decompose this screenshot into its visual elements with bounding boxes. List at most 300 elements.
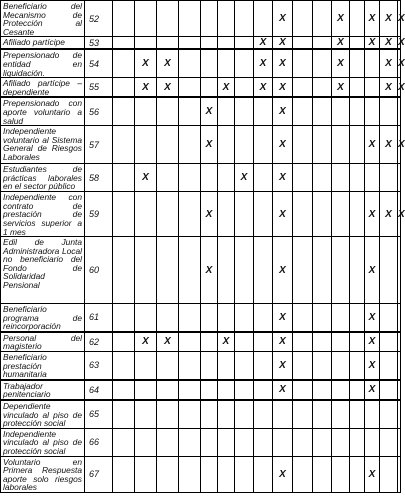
mark-cell	[179, 49, 201, 77]
mark-cell: X	[365, 332, 380, 352]
mark-cell: X	[273, 97, 293, 125]
mark-cell: X	[273, 78, 293, 98]
mark-cell	[201, 304, 218, 332]
mark-cell	[293, 164, 313, 192]
mark-cell	[135, 456, 157, 492]
row-description: Independiente con contrato de prestación de servicios superior a 1 mes	[1, 192, 85, 237]
mark-cell	[113, 49, 135, 77]
mark-cell	[179, 37, 201, 50]
mark-cell	[235, 192, 254, 237]
mark-cell	[218, 304, 235, 332]
mark-cell	[293, 97, 313, 125]
mark-cell	[313, 456, 332, 492]
row-code: 58	[85, 164, 113, 192]
mark-cell: X	[398, 192, 401, 237]
mark-cell	[398, 380, 401, 400]
mark-cell	[332, 97, 350, 125]
mark-cell: X	[273, 352, 293, 380]
mark-cell	[293, 456, 313, 492]
mark-cell	[254, 237, 273, 304]
mark-cell: X	[135, 78, 157, 98]
mark-cell: X	[365, 37, 380, 50]
mark-cell: X	[157, 49, 179, 77]
mark-cell	[365, 78, 380, 98]
row-code: 64	[85, 380, 113, 400]
mark-cell	[293, 126, 313, 164]
mark-cell: X	[332, 37, 350, 50]
mark-cell	[179, 1, 201, 37]
mark-cell	[218, 49, 235, 77]
table-row	[1, 37, 401, 50]
row-code: 52	[85, 1, 113, 37]
mark-cell	[157, 380, 179, 400]
mark-cell	[350, 97, 365, 125]
mark-cell	[235, 237, 254, 304]
table-row	[1, 164, 401, 192]
mark-cell: X	[380, 78, 398, 98]
row-code: 55	[85, 78, 113, 98]
mark-cell	[254, 380, 273, 400]
row-code: 62	[85, 332, 113, 352]
mark-cell	[201, 380, 218, 400]
mark-cell	[313, 428, 332, 456]
mark-cell	[157, 37, 179, 50]
mark-cell	[113, 37, 135, 50]
mark-cell	[179, 352, 201, 380]
mark-cell	[254, 1, 273, 37]
mark-cell	[254, 126, 273, 164]
mark-cell: X	[365, 192, 380, 237]
mark-cell	[332, 192, 350, 237]
mark-cell	[135, 380, 157, 400]
row-description: Afiliado partícipe	[1, 37, 85, 50]
row-description: Trabajador penitenciario	[1, 380, 85, 400]
mark-cell	[113, 97, 135, 125]
mark-cell	[313, 332, 332, 352]
mark-cell	[218, 400, 235, 428]
mark-cell	[254, 192, 273, 237]
mark-cell	[365, 97, 380, 125]
mark-cell	[113, 126, 135, 164]
table-row	[1, 237, 401, 304]
mark-cell: X	[273, 456, 293, 492]
mark-cell	[179, 237, 201, 304]
mark-cell	[218, 237, 235, 304]
mark-cell	[201, 49, 218, 77]
mark-cell: X	[332, 78, 350, 98]
mark-cell	[398, 164, 401, 192]
row-description: Voluntario en Primera Respuesta aporte solo riesgos laborales	[1, 456, 85, 492]
mark-cell: X	[398, 78, 401, 98]
mark-cell	[113, 456, 135, 492]
mark-cell	[398, 237, 401, 304]
mark-cell: X	[273, 192, 293, 237]
mark-cell	[218, 164, 235, 192]
mark-cell	[201, 352, 218, 380]
mark-cell	[135, 428, 157, 456]
mark-cell: X	[380, 192, 398, 237]
mark-cell: X	[254, 49, 273, 77]
mark-cell: X	[332, 49, 350, 77]
mark-cell	[293, 428, 313, 456]
mark-cell	[201, 332, 218, 352]
mark-cell	[235, 400, 254, 428]
mark-cell	[254, 456, 273, 492]
mark-cell	[218, 126, 235, 164]
mark-cell: X	[218, 332, 235, 352]
mark-cell	[157, 352, 179, 380]
table-row	[1, 304, 401, 332]
mark-cell	[179, 400, 201, 428]
mark-cell: X	[201, 237, 218, 304]
mark-cell: X	[380, 1, 398, 37]
table-row	[1, 400, 401, 428]
mark-cell: X	[273, 237, 293, 304]
mark-cell	[350, 428, 365, 456]
row-code: 56	[85, 97, 113, 125]
mark-cell	[235, 126, 254, 164]
mark-cell	[135, 237, 157, 304]
mark-cell	[293, 37, 313, 50]
mark-cell	[179, 164, 201, 192]
mark-cell	[113, 237, 135, 304]
mark-cell	[135, 352, 157, 380]
mark-cell	[313, 192, 332, 237]
mark-cell: X	[273, 380, 293, 400]
mark-cell	[254, 332, 273, 352]
mark-cell: X	[273, 37, 293, 50]
mark-cell: X	[218, 78, 235, 98]
mark-cell	[135, 304, 157, 332]
mark-cell	[313, 352, 332, 380]
mark-cell: X	[157, 332, 179, 352]
mark-cell	[350, 164, 365, 192]
mark-cell	[179, 380, 201, 400]
mark-cell	[350, 380, 365, 400]
mark-cell	[113, 428, 135, 456]
mark-cell	[332, 456, 350, 492]
mark-cell	[157, 428, 179, 456]
mark-cell	[293, 380, 313, 400]
mark-cell	[350, 78, 365, 98]
mark-cell	[113, 192, 135, 237]
mark-cell	[179, 304, 201, 332]
mark-cell	[235, 380, 254, 400]
mark-cell	[157, 400, 179, 428]
mark-cell	[135, 126, 157, 164]
mark-cell	[332, 400, 350, 428]
row-description: Beneficiario prestación humanitaria	[1, 352, 85, 380]
mark-cell	[365, 164, 380, 192]
mark-cell	[179, 428, 201, 456]
mark-cell	[201, 37, 218, 50]
table-row	[1, 49, 401, 77]
mark-cell	[398, 332, 401, 352]
mark-cell	[380, 352, 398, 380]
mark-cell	[332, 428, 350, 456]
table-row	[1, 192, 401, 237]
mark-cell	[380, 97, 398, 125]
table-row	[1, 1, 401, 37]
mark-cell	[313, 400, 332, 428]
mark-cell	[218, 97, 235, 125]
mark-cell	[201, 400, 218, 428]
mark-cell: X	[201, 192, 218, 237]
mark-cell	[350, 192, 365, 237]
mark-cell	[135, 1, 157, 37]
mark-cell	[332, 237, 350, 304]
row-description: Independiente voluntario al Sistema General de Riesgos Laborales	[1, 126, 85, 164]
mark-cell: X	[380, 37, 398, 50]
mark-cell: X	[380, 49, 398, 77]
mark-cell	[254, 164, 273, 192]
mark-cell	[157, 164, 179, 192]
mark-cell: X	[365, 1, 380, 37]
row-description: Independiente vinculado al piso de protección social	[1, 428, 85, 456]
mark-cell: X	[273, 126, 293, 164]
mark-cell	[332, 164, 350, 192]
mark-cell: X	[273, 1, 293, 37]
mark-cell	[254, 97, 273, 125]
mark-cell	[293, 237, 313, 304]
mark-cell: X	[398, 49, 401, 77]
mark-cell	[273, 428, 293, 456]
mark-cell	[201, 1, 218, 37]
mark-cell	[293, 332, 313, 352]
mark-cell	[157, 304, 179, 332]
mark-cell	[273, 400, 293, 428]
mark-cell: X	[398, 37, 405, 49]
mark-cell	[235, 1, 254, 37]
mark-cell	[157, 192, 179, 237]
mark-cell	[235, 332, 254, 352]
mark-cell: X	[380, 126, 398, 164]
mark-cell	[332, 380, 350, 400]
row-code: 65	[85, 400, 113, 428]
mark-cell	[157, 126, 179, 164]
mark-cell	[398, 97, 401, 125]
row-code: 66	[85, 428, 113, 456]
row-code: 67	[85, 456, 113, 492]
row-description: Beneficiario programa de reincorporación	[1, 304, 85, 332]
mark-cell	[179, 126, 201, 164]
mark-cell	[350, 456, 365, 492]
table-row	[1, 428, 401, 456]
table-row	[1, 380, 401, 400]
mark-cell: X	[365, 237, 380, 304]
row-code: 54	[85, 49, 113, 77]
mark-cell: X	[273, 304, 293, 332]
mark-cell	[398, 304, 401, 332]
mark-cell: X	[332, 1, 350, 37]
row-code: 60	[85, 237, 113, 304]
mark-cell	[135, 97, 157, 125]
mark-cell: X	[235, 164, 254, 192]
table-row	[1, 78, 401, 98]
mark-cell	[350, 1, 365, 37]
mark-cell	[380, 332, 398, 352]
row-description: Afiliado partícipe – dependiente	[1, 78, 85, 98]
mark-cell: X	[365, 304, 380, 332]
row-description: Prepensionado con aporte voluntario a salud	[1, 97, 85, 125]
mark-cell: X	[157, 78, 179, 98]
mark-cell	[218, 380, 235, 400]
mark-cell: X	[273, 49, 293, 77]
mark-cell	[350, 237, 365, 304]
mark-cell: X	[365, 456, 380, 492]
mark-cell	[313, 164, 332, 192]
mark-cell	[313, 78, 332, 98]
mark-cell: X	[254, 37, 273, 50]
mark-cell	[380, 237, 398, 304]
mark-cell	[293, 1, 313, 37]
row-description: Prepensionado de entidad en liquidación.	[1, 49, 85, 77]
mark-cell: X	[398, 1, 401, 37]
mark-cell	[201, 428, 218, 456]
mark-cell	[332, 352, 350, 380]
mark-cell	[380, 400, 398, 428]
mark-cell	[254, 428, 273, 456]
mark-cell	[380, 428, 398, 456]
mark-cell	[380, 456, 398, 492]
mark-cell	[218, 192, 235, 237]
table-row	[1, 332, 401, 352]
mark-cell	[313, 49, 332, 77]
mark-cell	[350, 37, 365, 50]
row-code: 61	[85, 304, 113, 332]
mark-cell	[135, 37, 157, 50]
row-description: Beneficiario del Mecanismo de Protección al Cesante	[1, 1, 85, 37]
mark-cell	[254, 304, 273, 332]
mark-cell	[332, 126, 350, 164]
mark-cell	[235, 428, 254, 456]
row-description: Estudiantes de prácticas laborales en el sector público	[1, 164, 85, 192]
mark-cell	[350, 332, 365, 352]
mark-cell	[398, 352, 401, 380]
mark-cell	[201, 456, 218, 492]
mark-cell	[179, 192, 201, 237]
mark-cell	[350, 352, 365, 380]
mark-cell	[235, 37, 254, 50]
mark-cell	[218, 37, 235, 50]
mark-cell	[254, 400, 273, 428]
row-description: Dependiente vinculado al piso de protección social	[1, 400, 85, 428]
mark-cell	[113, 1, 135, 37]
mark-cell	[293, 400, 313, 428]
mark-cell	[179, 97, 201, 125]
mark-cell	[157, 456, 179, 492]
mark-cell	[293, 49, 313, 77]
row-code: 57	[85, 126, 113, 164]
mark-cell	[332, 332, 350, 352]
mark-cell	[113, 304, 135, 332]
row-code: 59	[85, 192, 113, 237]
table-row	[1, 456, 401, 492]
mark-cell	[113, 332, 135, 352]
mark-cell: X	[135, 164, 157, 192]
mark-cell	[235, 456, 254, 492]
mark-cell	[135, 400, 157, 428]
mark-cell	[313, 380, 332, 400]
mark-cell	[350, 126, 365, 164]
mark-cell	[113, 78, 135, 98]
mark-cell: X	[254, 78, 273, 98]
mark-cell: X	[365, 352, 380, 380]
mark-cell	[293, 352, 313, 380]
row-description: Edil de Junta Administradora Local no beneficiario del Fondo de Solidaridad Pensional	[1, 237, 85, 304]
mark-cell	[350, 49, 365, 77]
mark-cell	[113, 352, 135, 380]
mark-cell	[293, 304, 313, 332]
mark-cell	[332, 304, 350, 332]
mark-cell	[235, 352, 254, 380]
mark-cell	[179, 456, 201, 492]
mark-cell	[235, 49, 254, 77]
mark-cell: X	[135, 49, 157, 77]
mark-cell	[201, 164, 218, 192]
mark-cell	[218, 428, 235, 456]
mark-cell	[218, 352, 235, 380]
mark-cell	[313, 1, 332, 37]
mark-cell	[179, 78, 201, 98]
mark-cell	[179, 332, 201, 352]
mark-cell: X	[135, 332, 157, 352]
mark-cell	[254, 352, 273, 380]
mark-cell	[350, 400, 365, 428]
mark-cell	[380, 164, 398, 192]
table-row	[1, 126, 401, 164]
mark-cell	[201, 78, 218, 98]
mark-cell	[293, 78, 313, 98]
mark-cell: X	[365, 380, 380, 400]
mark-cell	[218, 1, 235, 37]
mark-cell	[380, 380, 398, 400]
mark-cell	[157, 97, 179, 125]
mark-cell	[398, 456, 401, 492]
mark-cell	[365, 49, 380, 77]
mark-cell	[313, 304, 332, 332]
mark-cell	[313, 237, 332, 304]
mark-cell	[235, 304, 254, 332]
mark-cell	[380, 304, 398, 332]
table-row	[1, 352, 401, 380]
mark-cell	[313, 126, 332, 164]
mark-cell	[365, 428, 380, 456]
mark-cell	[398, 400, 401, 428]
mark-cell: X	[201, 97, 218, 125]
mark-cell	[218, 456, 235, 492]
row-code: 63	[85, 352, 113, 380]
mark-cell	[113, 380, 135, 400]
mark-cell	[157, 237, 179, 304]
mark-cell	[350, 304, 365, 332]
row-code: 53	[85, 37, 113, 50]
mark-cell	[157, 1, 179, 37]
mark-cell: X	[365, 126, 380, 164]
mark-cell: X	[273, 332, 293, 352]
table-row	[1, 97, 401, 125]
mark-cell	[135, 192, 157, 237]
mark-cell	[235, 78, 254, 98]
mark-cell	[113, 400, 135, 428]
mark-cell	[313, 37, 332, 50]
mark-cell	[313, 97, 332, 125]
mark-cell	[113, 164, 135, 192]
mark-cell	[235, 97, 254, 125]
mark-cell: X	[398, 126, 401, 164]
row-description: Personal del magisterio	[1, 332, 85, 352]
mark-cell	[398, 428, 401, 456]
